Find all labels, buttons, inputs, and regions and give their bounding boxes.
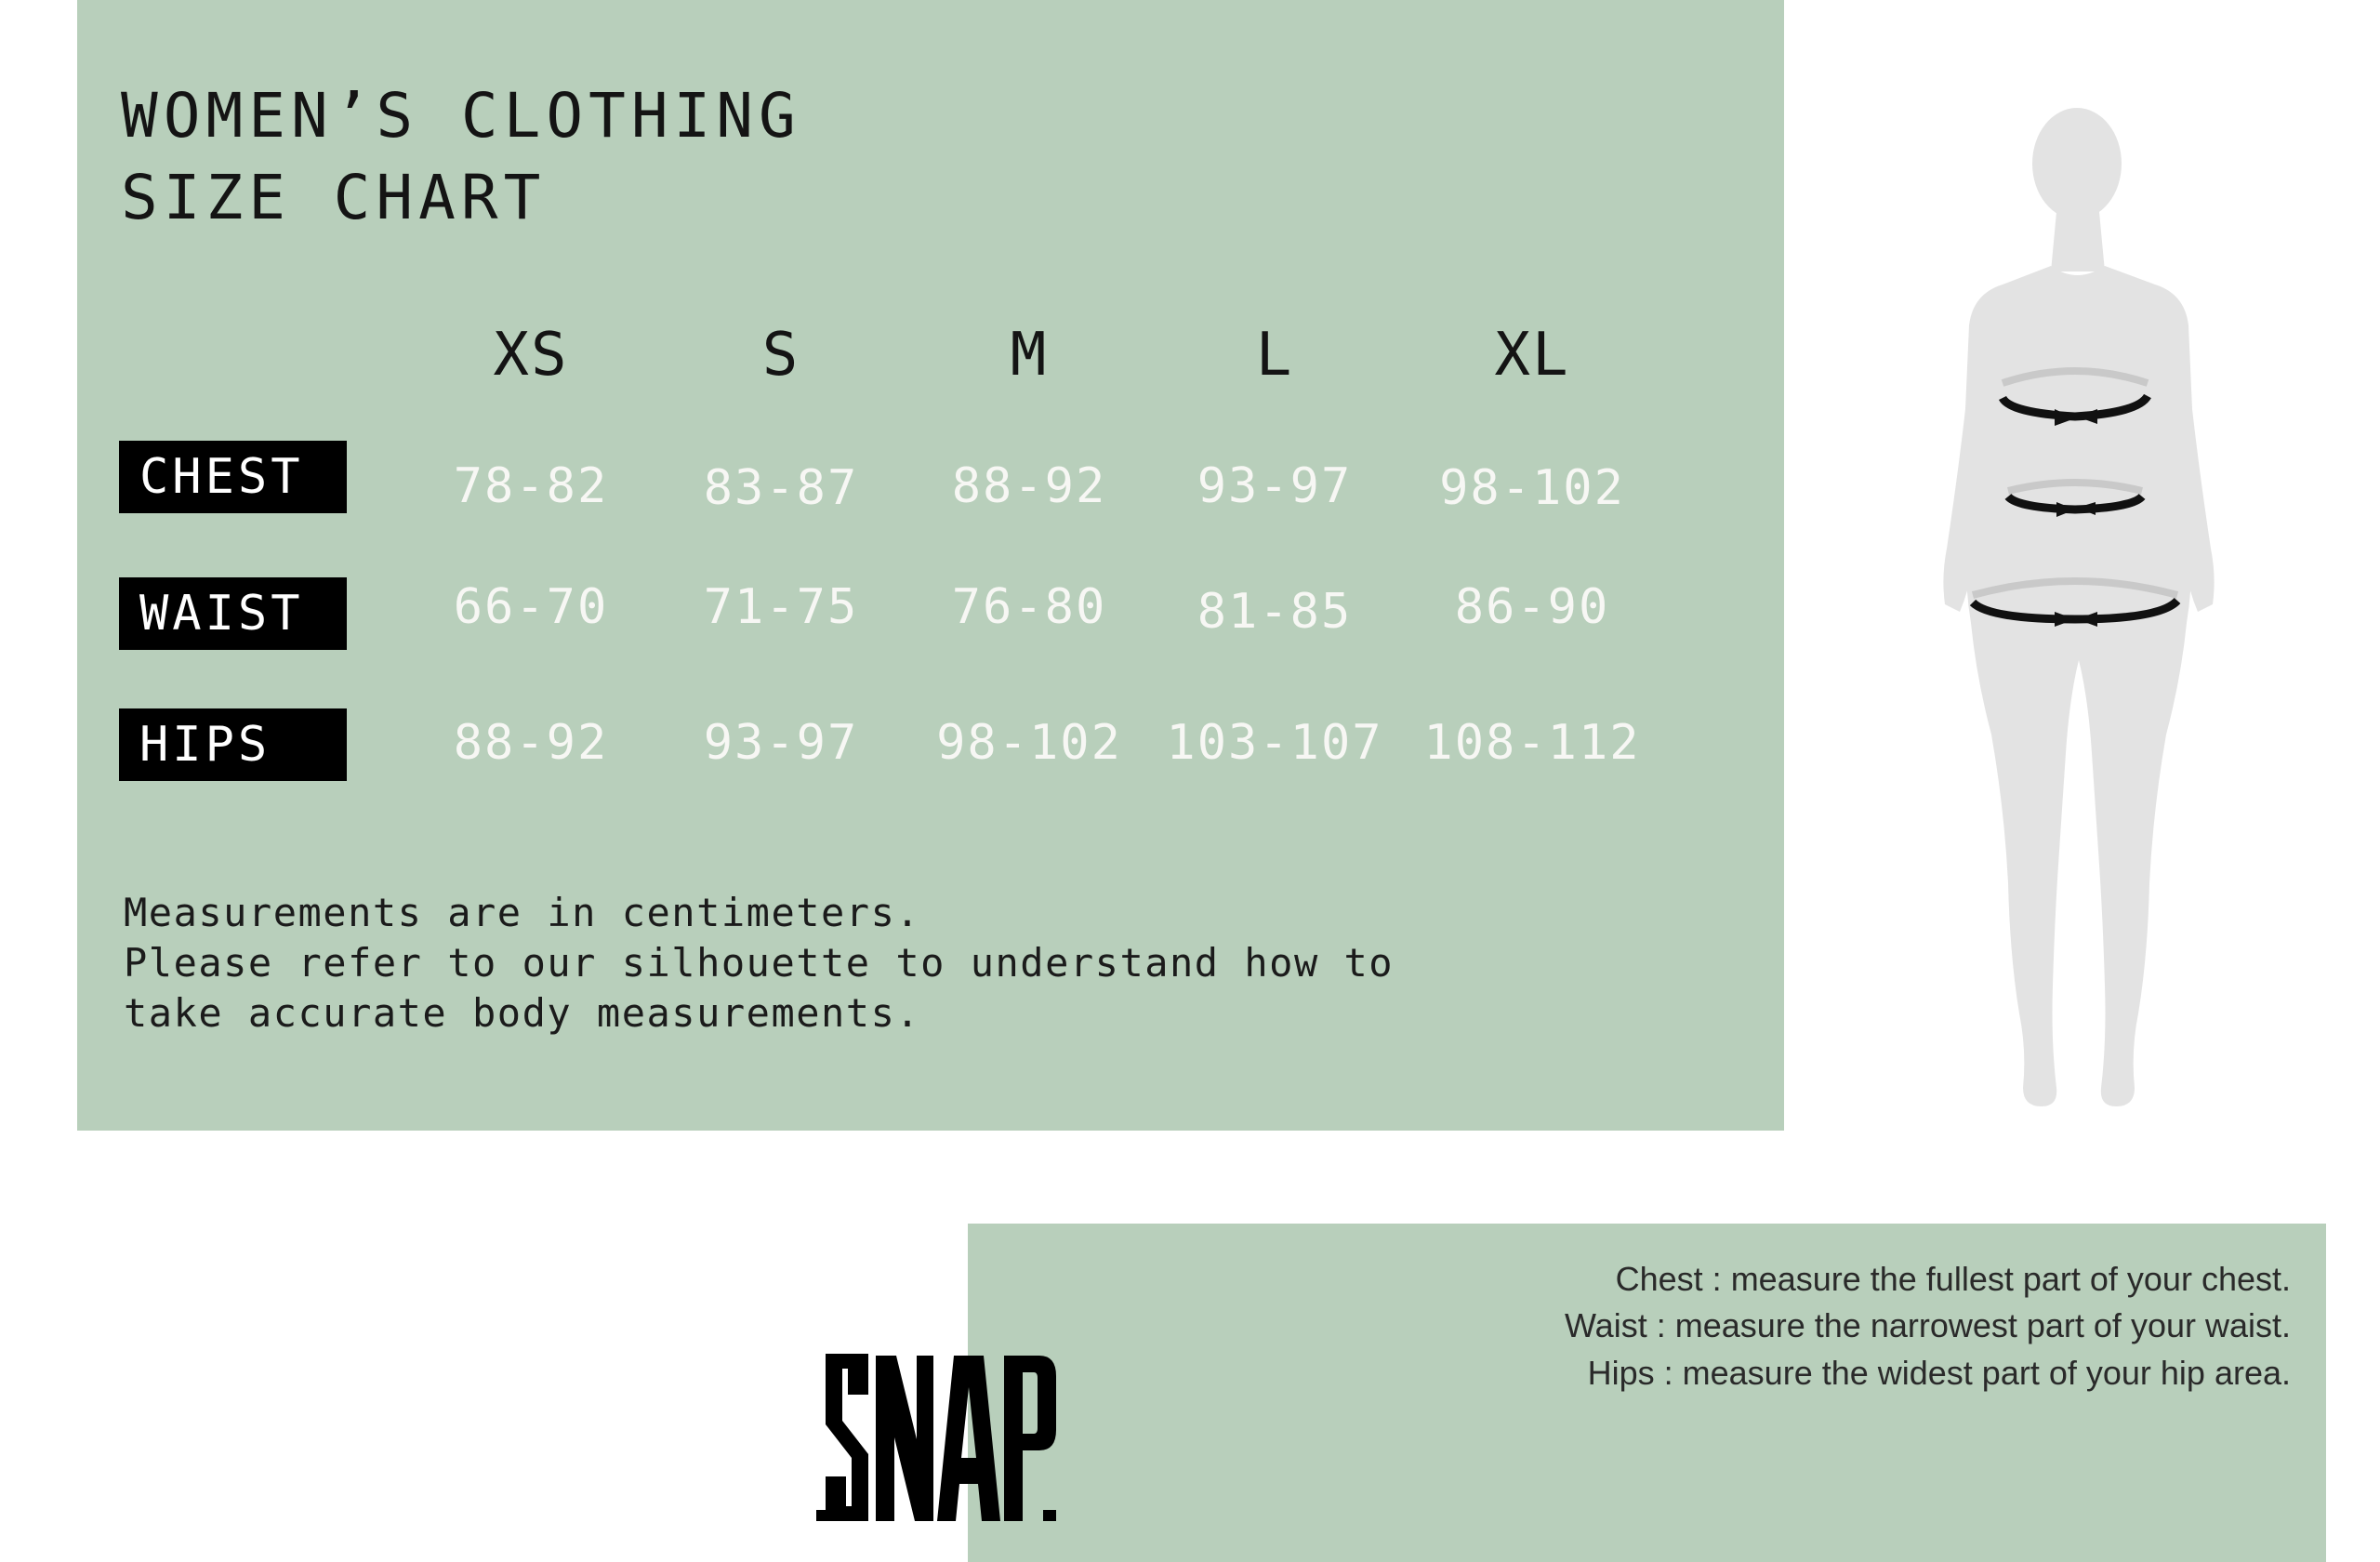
- guide-hips: Hips : measure the widest part of your hip area.: [1587, 1354, 2291, 1392]
- note-silhouette: Please refer to our silhouette to understand how to: [124, 940, 1395, 986]
- chest-l-value: 93-97: [1197, 458, 1353, 514]
- guide-waist: Waist : measure the narrowest part of your waist.: [1565, 1306, 2291, 1344]
- size-header-s: S: [761, 321, 800, 390]
- guide-chest: Chest : measure the fullest part of your chest.: [1615, 1260, 2291, 1298]
- size-header-xl: XL: [1494, 321, 1570, 390]
- hips-s-value: 93-97: [703, 715, 859, 771]
- row-label-hips: HIPS: [119, 708, 347, 781]
- size-header-l: L: [1255, 321, 1294, 390]
- chest-m-value: 88-92: [951, 458, 1107, 514]
- chest-xl-value: 98-102: [1439, 460, 1625, 516]
- waist-l-value: 81-85: [1197, 584, 1353, 640]
- row-label-waist: WAIST: [119, 577, 347, 650]
- note-units: Measurements are in centimeters.: [124, 890, 921, 935]
- hips-l-value: 103-107: [1166, 715, 1383, 771]
- waist-s-value: 71-75: [703, 579, 859, 635]
- chest-xs-value: 78-82: [453, 458, 609, 514]
- note-accuracy: take accurate body measurements.: [124, 990, 921, 1036]
- chest-s-value: 83-87: [703, 460, 859, 516]
- hips-xs-value: 88-92: [453, 715, 609, 771]
- body-silhouette: [1915, 102, 2306, 1144]
- chart-title-line-2: SIZE CHART: [121, 162, 547, 233]
- snap-logo: [816, 1354, 1058, 1530]
- size-header-m: M: [1010, 321, 1049, 390]
- waist-xs-value: 66-70: [453, 579, 609, 635]
- waist-m-value: 76-80: [951, 579, 1107, 635]
- hips-xl-value: 108-112: [1423, 715, 1641, 771]
- hips-m-value: 98-102: [936, 715, 1122, 771]
- waist-xl-value: 86-90: [1454, 579, 1610, 635]
- size-header-xs: XS: [493, 321, 569, 390]
- chart-title-line-1: WOMEN’S CLOTHING: [121, 80, 801, 152]
- row-label-chest: CHEST: [119, 441, 347, 513]
